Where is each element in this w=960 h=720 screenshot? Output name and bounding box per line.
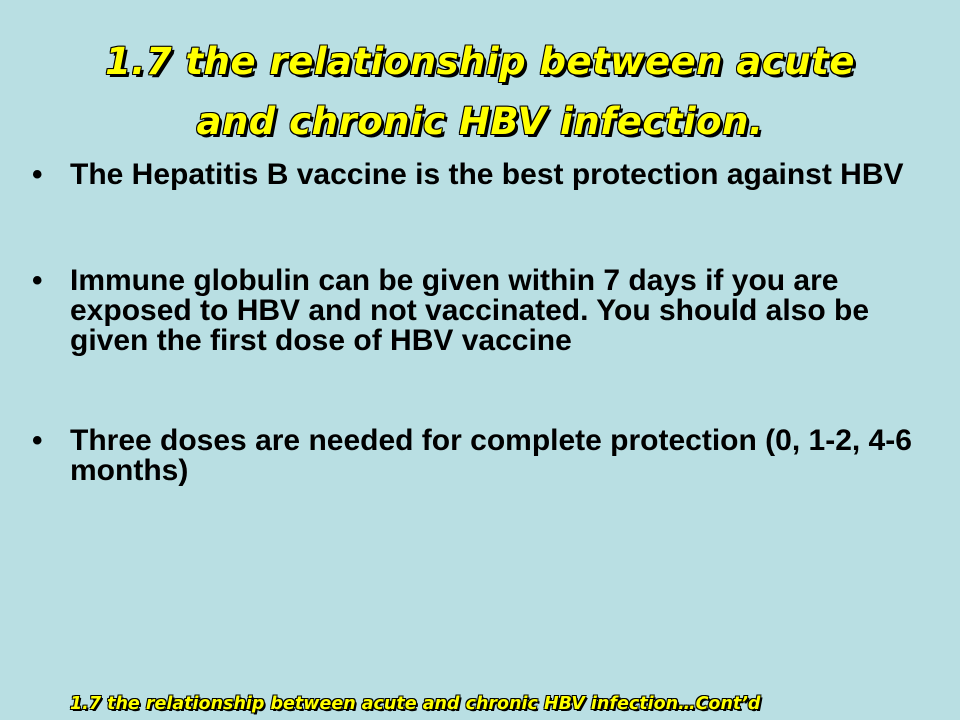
bullet-dot-icon: • <box>32 424 43 457</box>
bullet-item <box>32 266 932 356</box>
slide-title-line-2: and chronic HBV infection. <box>196 100 764 143</box>
bullet-text: Three doses are needed for complete protection (0, 1-2, 4-6 months) <box>70 424 912 487</box>
bullet-list <box>32 160 932 486</box>
bullet-item <box>32 426 932 486</box>
bullet-dot-icon: • <box>32 158 43 191</box>
slide-title <box>40 32 920 152</box>
bullet-item <box>32 160 932 190</box>
bullet-text: Immune globulin can be given within 7 days if you are exposed to HBV and not vaccinated. You should also be given the first dose of HBV vaccine <box>70 264 870 357</box>
bullet-text: The Hepatitis B vaccine is the best protection against HBV <box>70 158 904 191</box>
bullet-dot-icon: • <box>32 264 43 297</box>
slide-footer: 1.7 the relationship between acute and chronic HBV infection…Cont’d <box>70 694 761 714</box>
slide-title-line-1: 1.7 the relationship between acute <box>105 40 855 83</box>
